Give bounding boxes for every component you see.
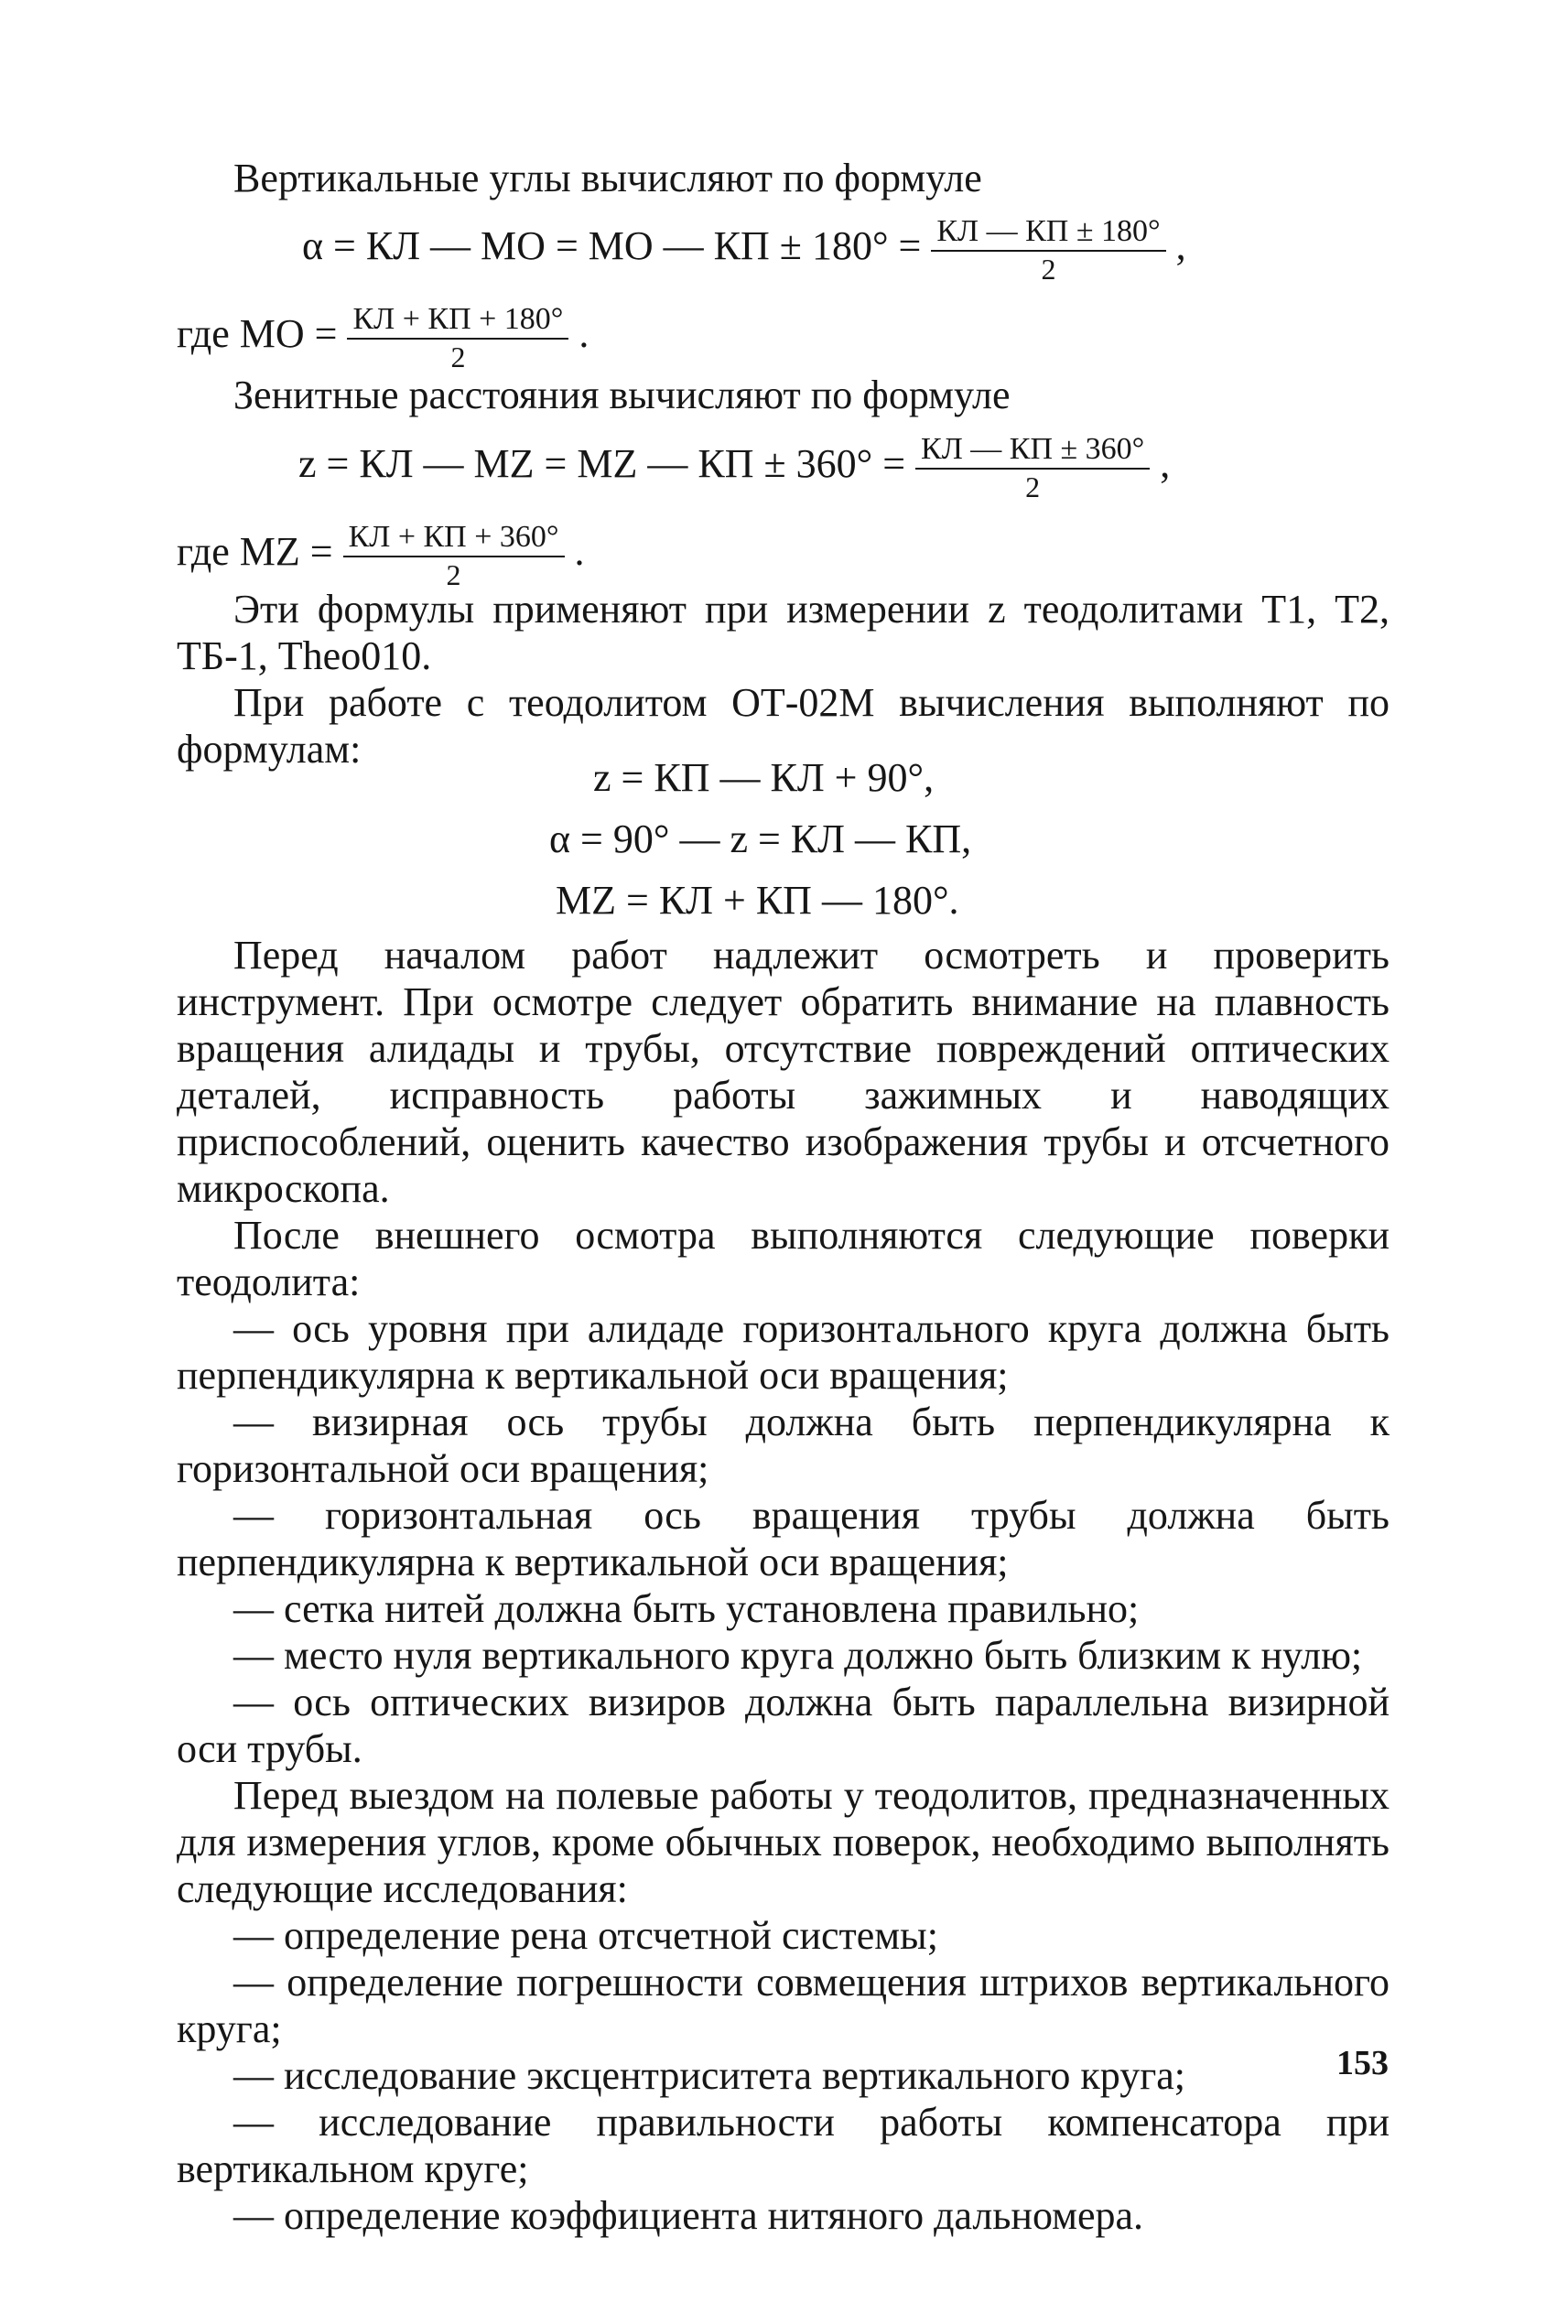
fraction-denominator: 2 (1025, 470, 1041, 503)
check-item: — ось оптических визиров должна быть параллельна визирной оси трубы. (177, 1680, 1390, 1771)
formula-prefix: где MZ = (177, 529, 333, 575)
research-item: — определение рена отсчетной системы; (233, 1913, 938, 1958)
fraction-denominator: 2 (1041, 253, 1056, 286)
formula-prefix: где МО = (177, 311, 338, 357)
paragraph-ot02m: При работе с теодолитом ОТ-02М вычисления выполняют по формулам: (177, 680, 1390, 772)
formula-main: α = КЛ — МО = МО — КП ± 180° = (302, 223, 922, 269)
text-block-2 (177, 932, 1390, 2239)
check-item: — визирная ось трубы должна быть перпендикулярна к горизонтальной оси вращения; (177, 1400, 1390, 1491)
check-item: — место нуля вертикального круга должно быть близким к нулю; (233, 1633, 1363, 1678)
research-item: — определение погрешности совмещения штрихов вертикального круга; (177, 1960, 1390, 2051)
fraction-numerator: КЛ + КП + 360° (343, 522, 565, 557)
formula-fraction (931, 216, 1165, 284)
formula-tail: , (1175, 223, 1186, 269)
formula-fraction (347, 304, 568, 372)
formula-tail: , (1160, 441, 1171, 487)
formula-fraction (915, 434, 1150, 502)
formula-mz (177, 522, 585, 589)
paragraph-formulas-apply: Эти формулы применяют при измерении z теодолитами Т1, Т2, ТБ-1, Theo010. (177, 587, 1390, 678)
fraction-denominator: 2 (446, 558, 461, 591)
check-item: — горизонтальная ось вращения трубы должна быть перпендикулярна к вертикальной оси вращения; (177, 1493, 1390, 1584)
paragraph-inspection: Перед началом работ надлежит осмотреть и проверить инструмент. При осмотре следует обратить внимание на плавность вращения алидады и трубы, отсутствие повреждений оптических деталей, исправность работы зажимных и наводящих приспособлений, оценить качество изображения трубы и отсчетного микроскопа. (177, 933, 1390, 1211)
check-item: — сетка нитей должна быть установлена правильно; (233, 1586, 1140, 1631)
research-item: — определение коэффициента нитяного дальномера. (233, 2193, 1144, 2238)
fraction-numerator: КЛ + КП + 180° (347, 304, 568, 340)
formula-main: z = КЛ — MZ = MZ — КП ± 360° = (298, 441, 906, 487)
formula-vertical-angle (302, 216, 1186, 284)
paragraph-field-research: Перед выездом на полевые работы у теодолитов, предназначенных для измерения углов, кроме обычных поверок, необходимо выполнять следующие исследования: (177, 1773, 1390, 1911)
formula-ot02m-angle: α = 90° — z = КЛ — КП, (549, 816, 972, 861)
formula-tail: . (579, 311, 589, 357)
intro-zenith-distances: Зенитные расстояния вычисляют по формуле (233, 373, 1011, 417)
fraction-numerator: КЛ — КП ± 180° (931, 216, 1165, 252)
formula-tail: . (574, 529, 585, 575)
page-number: 153 (1336, 2044, 1389, 2082)
formula-fraction (343, 522, 565, 589)
formula-ot02m-zenith: z = КП — КЛ + 90°, (593, 755, 935, 800)
intro-vertical-angles: Вертикальные углы вычисляют по формуле (233, 156, 982, 200)
fraction-denominator: 2 (450, 340, 466, 373)
text-block-1 (177, 586, 1390, 773)
formula-mo (177, 304, 589, 372)
paragraph-checks-intro: После внешнего осмотра выполняются следующие поверки теодолита: (177, 1213, 1390, 1304)
fraction-numerator: КЛ — КП ± 360° (915, 434, 1150, 470)
research-item: — исследование правильности работы компенсатора при вертикальном круге; (177, 2100, 1390, 2191)
research-item: — исследование эксцентриситета вертикального круга; (233, 2053, 1185, 2098)
formula-ot02m-mz: MZ = КЛ + КП — 180°. (556, 878, 959, 923)
check-item: — ось уровня при алидаде горизонтального круга должна быть перпендикулярна к вертикальной оси вращения; (177, 1306, 1390, 1398)
formula-zenith (298, 434, 1170, 502)
